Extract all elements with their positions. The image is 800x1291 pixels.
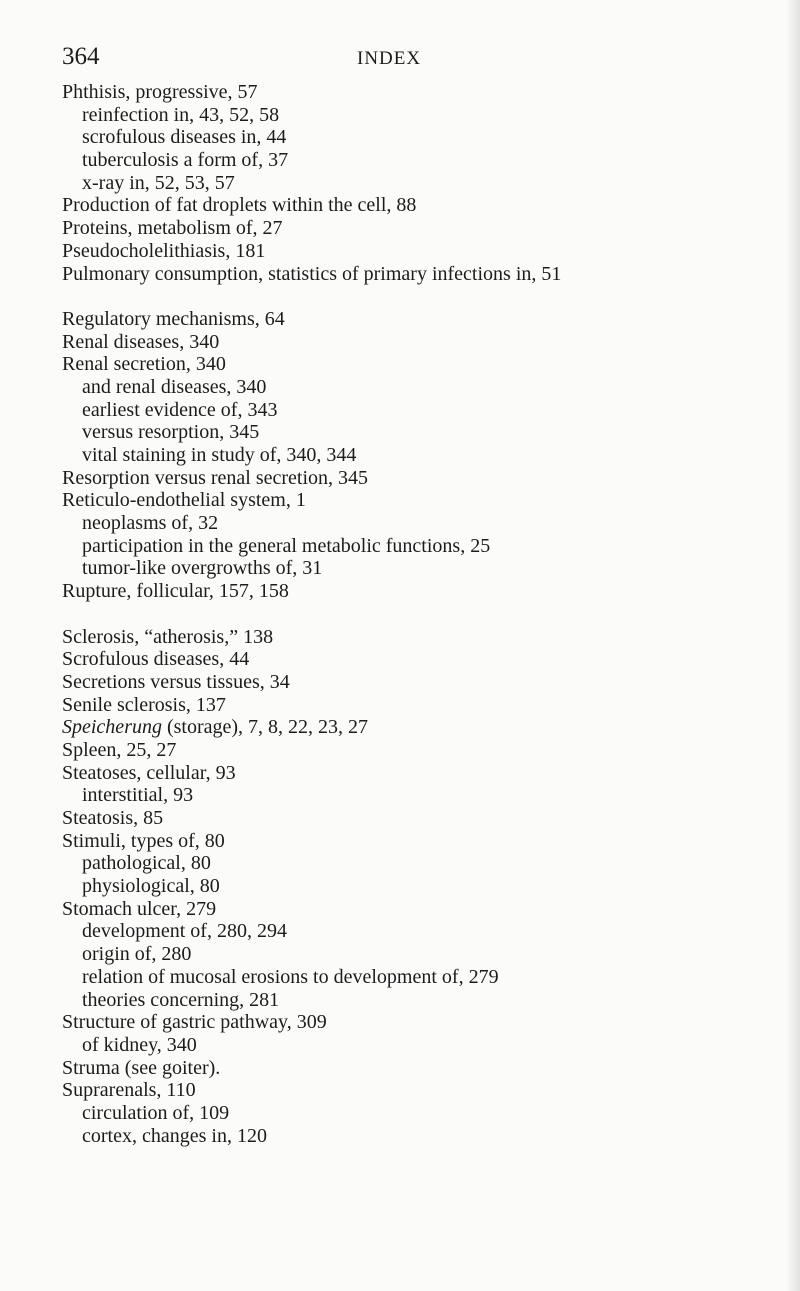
index-subentry: x-ray in, 52, 53, 57 xyxy=(82,171,235,194)
index-subentry: origin of, 280 xyxy=(82,943,192,966)
page-edge-shadow xyxy=(786,0,800,1291)
index-term: Speicherung xyxy=(62,716,162,739)
index-entry: Steatoses, cellular, 93 xyxy=(62,761,236,784)
index-subentry: of kidney, 340 xyxy=(82,1033,197,1056)
index-entry: Structure of gastric pathway, 309 xyxy=(62,1011,327,1034)
index-entry: Struma (see goiter). xyxy=(62,1056,221,1079)
index-entry: Pseudocholelithiasis, 181 xyxy=(62,239,266,262)
index-subentry: circulation of, 109 xyxy=(82,1101,230,1124)
index-entry: Stomach ulcer, 279 xyxy=(62,897,217,920)
running-head: INDEX xyxy=(357,48,422,69)
index-subentry: scrofulous diseases in, 44 xyxy=(82,126,287,149)
index-subentry: relation of mucosal erosions to development of, 279 xyxy=(82,965,499,988)
index-entry: Proteins, metabolism of, 27 xyxy=(62,217,283,240)
index-subentry: vital staining in study of, 340, 344 xyxy=(82,444,357,466)
index-locators: (storage), 7, 8, 22, 23, 27 xyxy=(161,716,369,739)
index-subentry: pathological, 80 xyxy=(82,852,211,875)
index-entry: Secretions versus tissues, 34 xyxy=(62,670,290,693)
index-entry: Sclerosis, “atherosis,” 138 xyxy=(62,625,274,648)
index-entry: Reticulo-endothelial system, 1 xyxy=(62,489,306,512)
index-entry: Production of fat droplets within the cell, 88 xyxy=(62,194,417,217)
section-gap xyxy=(62,603,777,626)
index-entry: Stimuli, types of, 80 xyxy=(62,829,225,852)
index-entry: Senile sclerosis, 137 xyxy=(62,693,226,716)
page-header xyxy=(62,40,702,74)
index-subentry: participation in the general metabolic functions, 25 xyxy=(82,534,491,557)
index-subentry: neoplasms of, 32 xyxy=(82,512,219,535)
index-subentry: and renal diseases, 340 xyxy=(82,375,267,398)
index-subentry: versus resorption, 345 xyxy=(82,421,260,444)
index-subentry: reinfection in, 43, 52, 58 xyxy=(82,103,280,126)
index-entry: Phthisis, progressive, 57 xyxy=(62,81,258,103)
index-subentry: interstitial, 93 xyxy=(82,784,194,807)
index-subentry: earliest evidence of, 343 xyxy=(82,398,278,421)
index-entry: Spleen, 25, 27 xyxy=(62,738,177,761)
index-entry: Rupture, follicular, 157, 158 xyxy=(62,580,289,603)
index-entry: Renal secretion, 340 xyxy=(62,353,226,376)
index-subentry: theories concerning, 281 xyxy=(82,988,280,1011)
section-gap xyxy=(62,285,777,308)
index-subentry: cortex, changes in, 120 xyxy=(82,1124,267,1147)
index-entry: Pulmonary consumption, statistics of primary infections in, 51 xyxy=(62,262,562,285)
index-subentry: physiological, 80 xyxy=(82,875,220,898)
index-entry: Resorption versus renal secretion, 345 xyxy=(62,466,369,489)
index-entry xyxy=(62,716,777,739)
index-entries xyxy=(62,81,777,1147)
index-entry: Scrofulous diseases, 44 xyxy=(62,648,250,671)
index-entry: Renal diseases, 340 xyxy=(62,330,220,353)
index-entry: Suprarenals, 110 xyxy=(62,1079,196,1102)
index-entry: Steatosis, 85 xyxy=(62,807,164,829)
index-subentry: development of, 280, 294 xyxy=(82,920,287,943)
index-subentry: tumor-like overgrowths of, 31 xyxy=(82,557,323,580)
index-subentry: tuberculosis a form of, 37 xyxy=(82,149,289,172)
page-number: 364 xyxy=(62,43,100,70)
index-entry: Regulatory mechanisms, 64 xyxy=(62,307,285,330)
